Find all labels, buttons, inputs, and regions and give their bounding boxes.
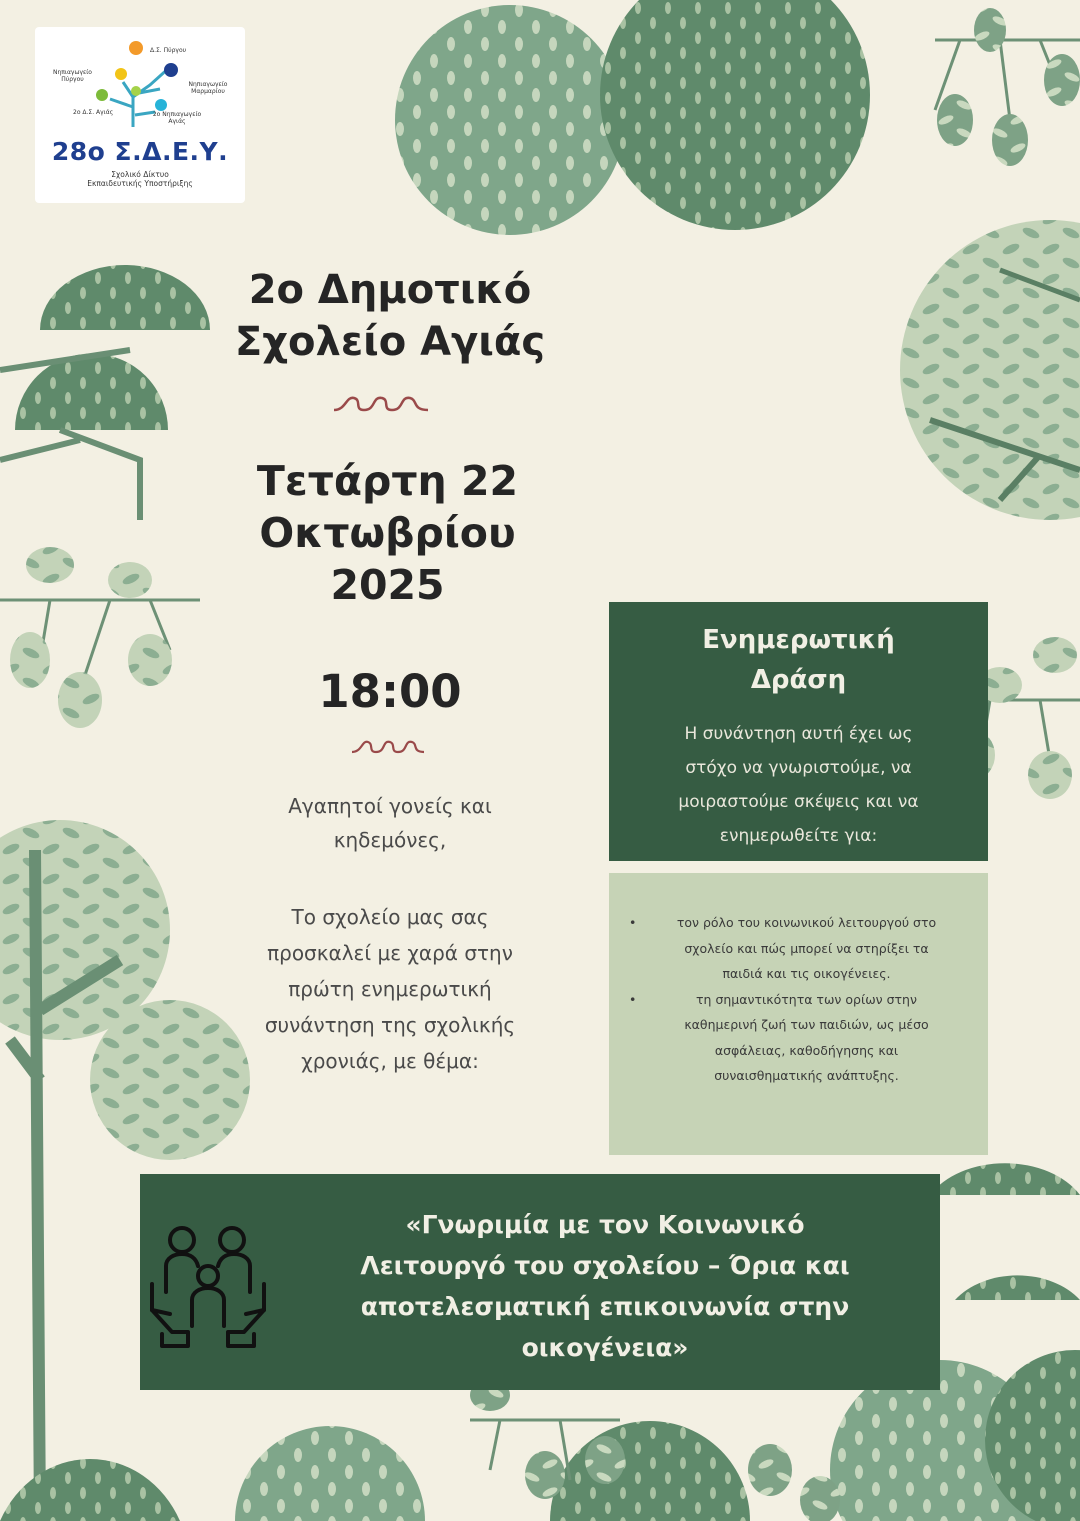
invitation-line: συνάντηση της σχολικής — [264, 1013, 516, 1037]
invitation-line: προσκαλεί με χαρά στην — [267, 941, 513, 965]
logo-node-label: Δ.Σ. Πύργου — [150, 47, 187, 54]
logo-subtitle: Σχολικό Δίκτυο — [111, 170, 169, 179]
info-box-title — [609, 620, 988, 700]
topic-line: παιδιά και τις οικογένειες. — [722, 966, 891, 981]
bullet-icon: • — [629, 991, 637, 1007]
school-name — [210, 264, 570, 368]
invitation-text — [215, 899, 565, 1079]
logo-subtitle: Εκπαιδευτικής Υποστήριξης — [87, 179, 193, 188]
info-body-line: μοιραστούμε σκέψεις και να — [678, 792, 919, 812]
logo-node-label: Νηπιαγωγείο Πύργου — [53, 69, 92, 83]
invitation-line: Το σχολείο μας σας — [291, 905, 489, 929]
event-date — [215, 455, 560, 611]
family-care-hands-icon — [148, 1214, 268, 1354]
theme-line: αποτελεσματική επικοινωνία στην — [360, 1292, 850, 1321]
theme-line: Λειτουργό του σχολείου – Όρια και — [360, 1251, 850, 1280]
squiggle-divider — [350, 736, 426, 758]
meeting-theme — [290, 1204, 920, 1368]
topic-item — [627, 987, 972, 1089]
school-name-line: 2ο Δημοτικό — [248, 267, 532, 313]
date-line: Οκτωβρίου — [259, 509, 516, 557]
info-box — [609, 602, 988, 861]
event-time: 18:00 — [318, 665, 462, 718]
logo-node-label: 2ο Δ.Σ. Αγιάς — [73, 109, 114, 116]
logo-title: 28ο Σ.Δ.Ε.Υ. — [51, 137, 229, 166]
theme-line: οικογένεια» — [521, 1333, 689, 1362]
topic-line: ασφάλειας, καθοδήγησης και — [714, 1042, 899, 1058]
info-title-line: Δράση — [750, 665, 847, 695]
topics-list — [627, 910, 972, 1089]
invitation-line: πρώτη ενημερωτική — [288, 977, 492, 1001]
info-body-line: ενημερωθείτε για: — [719, 826, 878, 846]
topic-line: συναισθηματικής ανάπτυξης. — [714, 1068, 899, 1083]
topic-line: καθημερινή ζωή των παιδιών, ως μέσο — [684, 1017, 929, 1032]
info-body-line: Η συνάντηση αυτή έχει ως — [684, 724, 913, 744]
info-title-line: Ενημερωτική — [702, 625, 895, 655]
topics-box — [609, 873, 988, 1155]
info-box-body — [639, 717, 958, 853]
topic-line: τον ρόλο του κοινωνικού λειτουργού στο — [676, 915, 937, 930]
squiggle-divider — [332, 392, 432, 416]
theme-box — [140, 1174, 940, 1390]
date-line: 2025 — [330, 561, 445, 609]
logo-node-label: Νηπιαγωγείο Μαρμαρίου — [188, 81, 228, 95]
theme-line: «Γνωριμία με τον Κοινωνικό — [405, 1210, 805, 1239]
invitation-line: χρονιάς, με θέμα: — [301, 1049, 479, 1073]
sdey-logo — [35, 27, 245, 203]
logo-node-label: 2ο Νηπιαγωγείο Αγιάς — [152, 111, 202, 125]
date-line: Τετάρτη 22 — [256, 457, 519, 505]
topic-line: τη σημαντικότητα των ορίων στην — [696, 991, 917, 1007]
greeting-line: Αγαπητοί γονείς και — [288, 794, 492, 818]
topic-item — [627, 910, 972, 987]
greeting-line: κηδεμόνες, — [333, 828, 447, 852]
info-body-line: στόχο να γνωριστούμε, να — [685, 758, 912, 778]
greeting — [225, 789, 555, 857]
topic-line: σχολείο και πώς μπορεί να στηρίξει τα — [684, 940, 929, 956]
bullet-icon: • — [629, 915, 637, 930]
school-name-line: Σχολείο Αγιάς — [234, 319, 546, 365]
